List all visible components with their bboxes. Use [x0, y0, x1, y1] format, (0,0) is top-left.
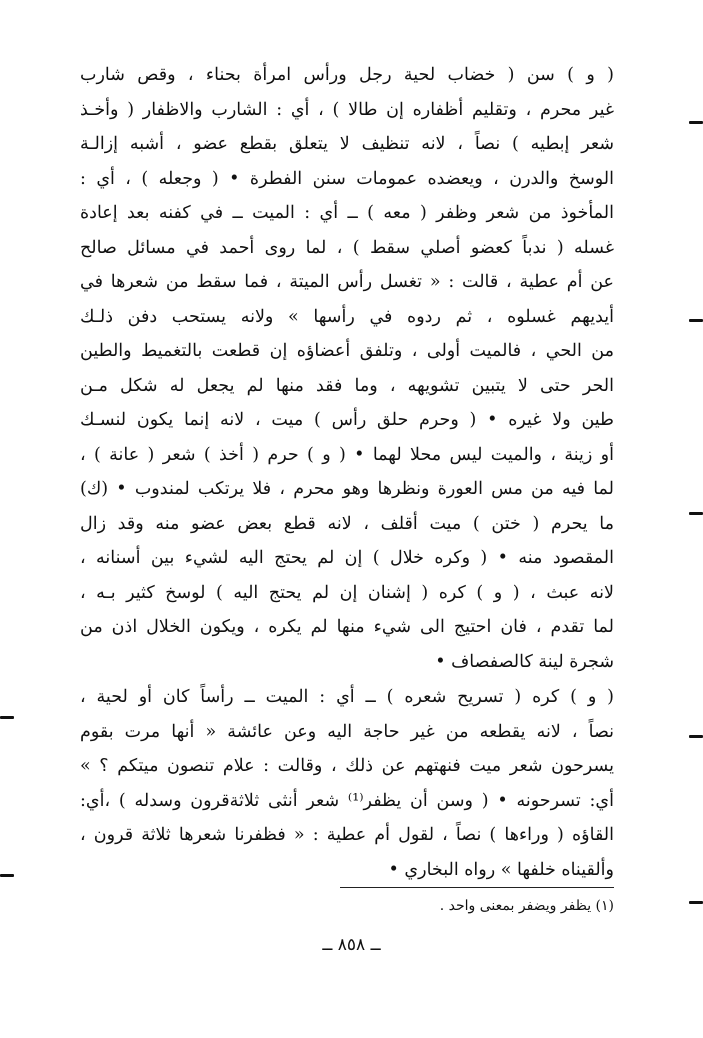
text-line: نصاً ، لانه يقطعه من غير حاجة اليه وعن عائشة « أنها مرت بقوم: [80, 721, 614, 742]
margin-mark: [0, 874, 14, 877]
text-line: من الحي ، فالميت أولى ، وتلفق أعضاؤه إن قطعت بالتغميط والطين: [80, 341, 614, 361]
text-line: ( و ) كره ( تسريح شعره ) ــ أي : الميت ــ رأساً كان أو لحية ،: [80, 687, 614, 707]
text-line: لانه عبث ، ( و ) كره ( إشنان إن لم يحتج اليه ) لوسخ كثير بـه ،: [80, 582, 614, 603]
text-line: أو زينة ، والميت ليس محلا لهما • ( و ) حرم ( أخذ ) شعر ( عانة ) ،: [80, 444, 614, 465]
text-line: لما فيه من مس العورة ونظرها وهو محرم ، فلا يرتكب لمندوب • (ك): [80, 479, 614, 499]
text-line: يسرحون شعر ميت فنهتهم عن ذلك ، وقالت : علام تنصون ميتكم ؟ »: [80, 756, 614, 776]
margin-mark: [689, 121, 703, 124]
margin-mark: [689, 512, 703, 515]
text-line: شجرة لينة كالصفصاف •: [435, 651, 614, 672]
text-line: المأخوذ من شعر وظفر ( معه ) ــ أي : الميت ــ في كفنه بعد إعادة: [80, 203, 614, 223]
paragraph-one: [80, 58, 614, 679]
text-line: الحر حتى لا يتبين تشويهه ، وما فقد منها لم يجعل له شكل مـن: [80, 375, 614, 396]
page-number: ــ ٨٥٨ ــ: [322, 935, 381, 955]
text-line: أيديهم غسلوه ، ثم ردوه في رأسها » ولانه يستحب دفن ذلـك: [80, 306, 614, 327]
text-line: وألقيناه خلفها » رواه البخاري •: [388, 859, 614, 880]
text-line: أي: تسرحونه • ( وسن أن يظفر⁽¹⁾ شعر أنثى ثلاثةقرون وسدله ) ،أي:: [80, 790, 614, 811]
text-line: لما تقدم ، فان احتيج الى شيء منها لم يكره ، ويكون الخلال اذن من: [80, 617, 614, 637]
margin-mark: [689, 901, 703, 904]
margin-mark: [0, 716, 14, 719]
text-line: عن أم عطية ، قالت : « تغسل رأس الميتة ، فما سقط من شعرها في: [80, 272, 614, 292]
text-line: طين ولا غيره • ( وحرم حلق رأس ) ميت ، لانه إنما يكون لنسـك: [80, 410, 614, 430]
footnote: (١) يظفر ويضفر بمعنى واحد .: [439, 898, 614, 914]
text-line: ( و ) سن ( خضاب لحية رجل ورأس امرأة بحناء ، وقص شارب: [80, 65, 614, 85]
text-line: القاؤه ( وراءها ) نصاً ، لقول أم عطية : « فظفرنا شعرها ثلاثة قرون ،: [80, 825, 614, 845]
text-line: الوسخ والدرن ، ويعضده عمومات سنن الفطرة • ( وجعله ) ، أي :: [80, 168, 614, 189]
text-line: غير محرم ، وتقليم أظفاره إن طالا ) ، أي : الشارب والاظفار ( وأخـذ: [80, 99, 614, 120]
text-line: ما يحرم ( ختن ) ميت أقلف ، لانه قطع بعض عضو منه وقد زال: [80, 513, 614, 534]
margin-mark: [689, 319, 703, 322]
text-line: المقصود منه • ( وكره خلال ) إن لم يحتج اليه لشيء بين أسنانه ،: [80, 548, 614, 568]
footnote-divider: [340, 887, 614, 888]
text-line: غسله ( ندباً كعضو أصلي سقط ) ، لما روى أحمد في مسائل صالح: [80, 237, 614, 258]
margin-mark: [689, 735, 703, 738]
text-line: شعر إبطيه ) نصاً ، لانه تنظيف لا يتعلق بقطع عضو ، أشبه إزالـة: [80, 134, 614, 154]
paragraph-two: [80, 680, 614, 887]
